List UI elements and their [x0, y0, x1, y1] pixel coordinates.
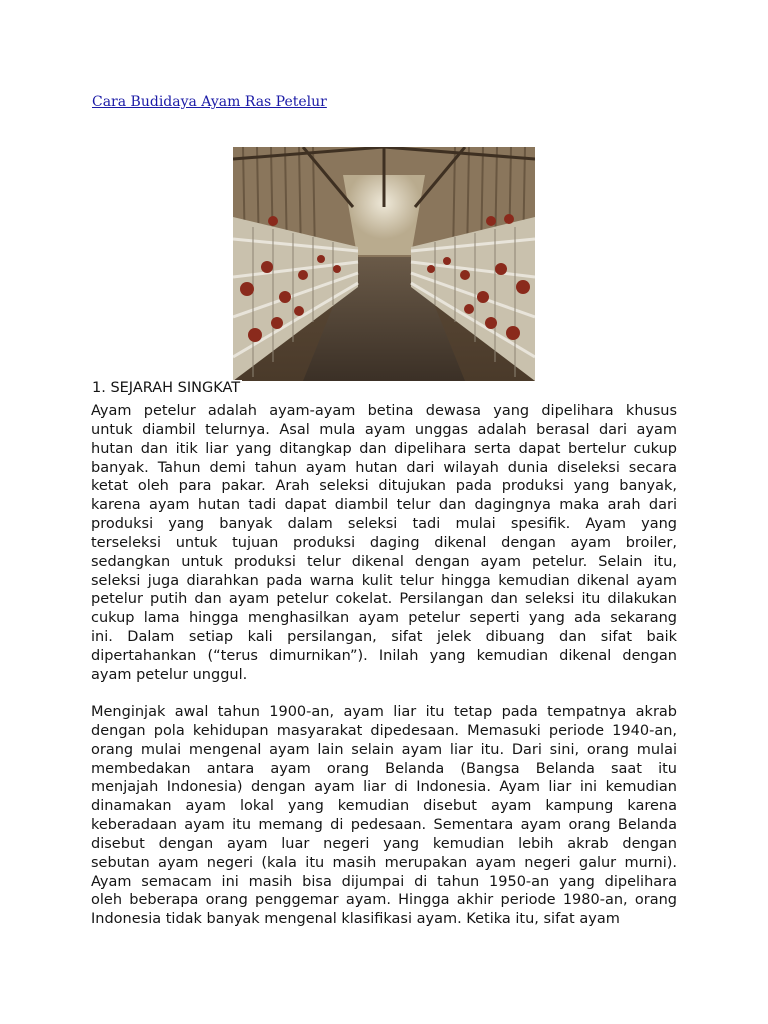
- text-line: seleksi juga diarahkan pada warna kulit telur hingga kemudian dikenal ayam: [91, 572, 677, 589]
- text-line: cukup lama hingga menghasilkan ayam petelur seperti yang ada sekarang: [91, 610, 677, 627]
- text-line: ketat oleh para pakar. Arah seleksi ditujukan pada produksi yang banyak,: [91, 478, 677, 495]
- text-line: dipertahankan (“terus dimurnikan”). Inilah yang kemudian dikenal dengan: [91, 647, 677, 664]
- text-line: membedakan antara ayam orang Belanda (Bangsa Belanda saat itu: [91, 760, 677, 777]
- text-line: karena ayam hutan tadi dapat diambil telur dan dagingnya maka arah dari: [91, 497, 677, 514]
- text-line: Indonesia tidak banyak mengenal klasifikasi ayam. Ketika itu, sifat ayam: [91, 911, 620, 928]
- text-line: dinamakan ayam lokal yang kemudian disebut ayam kampung karena: [91, 798, 677, 815]
- text-line: sebutan ayam negeri (kala itu masih merupakan ayam negeri galur murni).: [91, 854, 677, 871]
- text-line: Ayam petelur adalah ayam-ayam betina dewasa yang dipelihara khusus: [91, 403, 677, 419]
- text-line: ini. Dalam setiap kali persilangan, sifat jelek dibuang dan sifat baik: [91, 629, 677, 646]
- text-line: banyak. Tahun demi tahun ayam hutan dari wilayah dunia diseleksi secara: [91, 459, 677, 476]
- paragraph-1: [91, 402, 677, 685]
- text-line: untuk diambil telurnya. Asal mula ayam unggas adalah berasal dari ayam: [91, 421, 677, 438]
- text-line: dengan pola kehidupan masyarakat dipedesaan. Memasuki periode 1940-an,: [91, 722, 677, 739]
- text-line: hutan dan itik liar yang ditangkap dan dipelihara serta dapat bertelur cukup: [91, 440, 677, 457]
- text-line: petelur putih dan ayam petelur cokelat. Persilangan dan seleksi itu dilakukan: [91, 591, 677, 608]
- text-line: disebut dengan ayam luar negeri yang kemudian lebih akrab dengan: [91, 835, 677, 852]
- text-line: keberadaan ayam itu memang di pedesaan. Sementara ayam orang Belanda: [91, 817, 677, 834]
- text-line: orang mulai mengenal ayam lain selain ayam liar itu. Dari sini, orang mulai: [91, 741, 677, 758]
- text-line: terseleksi untuk tujuan produksi daging dikenal dengan ayam broiler,: [91, 534, 677, 551]
- text-line: produksi yang banyak dalam seleksi tadi mulai spesifik. Ayam yang: [91, 516, 677, 533]
- paragraph-2: [91, 703, 677, 929]
- section-heading: 1. SEJARAH SINGKAT: [92, 380, 241, 396]
- text-line: Ayam semacam ini masih bisa dijumpai di tahun 1950-an yang dipelihara: [91, 873, 677, 890]
- text-line: Menginjak awal tahun 1900-an, ayam liar itu tetap pada tempatnya akrab: [91, 704, 677, 720]
- text-line: oleh beberapa orang penggemar ayam. Hingga akhir periode 1980-an, orang: [91, 892, 677, 909]
- text-line: menjajah Indonesia) dengan ayam liar di Indonesia. Ayam liar ini kemudian: [91, 779, 677, 796]
- text-line: sedangkan untuk produksi telur dikenal dengan ayam petelur. Selain itu,: [91, 553, 677, 570]
- text-line: ayam petelur unggul.: [91, 666, 248, 683]
- title-link[interactable]: Cara Budidaya Ayam Ras Petelur: [92, 94, 327, 110]
- chicken-coop-photo: [233, 147, 535, 381]
